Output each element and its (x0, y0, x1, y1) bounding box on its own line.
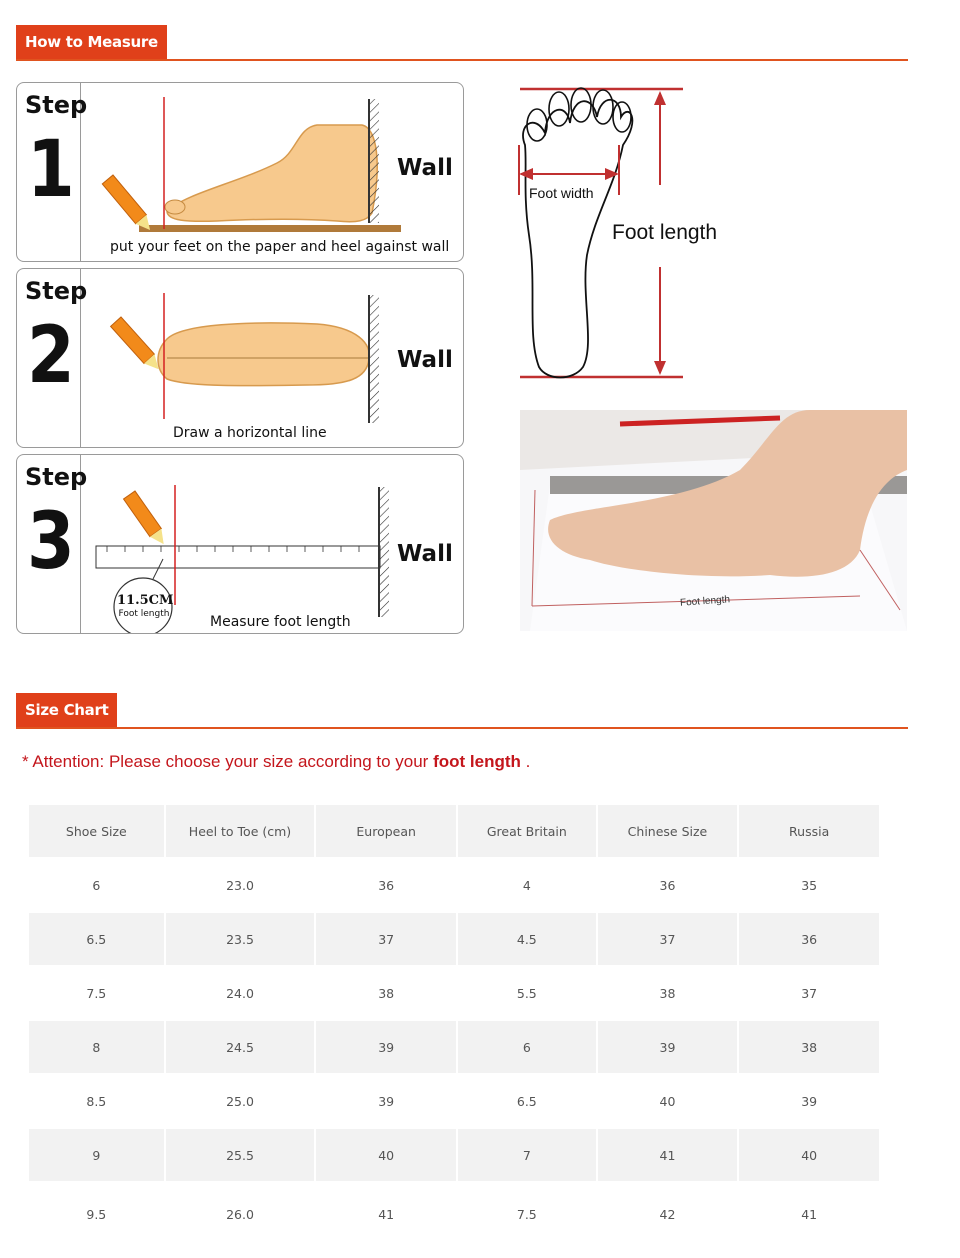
table-row (29, 913, 879, 965)
photo-foot-length-label: Foot length (679, 594, 731, 609)
foot-length-badge-label: Foot length (118, 609, 170, 619)
column-header-heel-to-toe: Heel to Toe (cm) (166, 805, 315, 857)
table-cell: 40 (659, 1093, 676, 1109)
step-2-caption: Draw a horizontal line (173, 425, 327, 441)
step-2-card (16, 268, 464, 448)
attention-suffix: . (520, 752, 531, 771)
table-cell: 40 (739, 1129, 879, 1181)
step-1-word: Step (25, 91, 88, 119)
table-cell: 35 (801, 877, 818, 893)
step-3-wall-label: Wall (397, 541, 453, 567)
table-cell: 6.5 (516, 1093, 537, 1109)
table-cell: 41 (801, 1206, 818, 1222)
table-row (29, 1075, 879, 1127)
table-cell: 37 (801, 985, 818, 1001)
table-cell: 41 (378, 1206, 395, 1222)
table-cell: 39 (378, 1093, 395, 1109)
attention-prefix: * Attention: Please choose your size according to your (22, 752, 434, 771)
column-header-great-britain: Great Britain (458, 805, 596, 857)
step-2-word: Step (25, 277, 88, 305)
table-cell: 9.5 (86, 1206, 107, 1222)
table-row (29, 859, 879, 911)
table-cell: 5.5 (516, 985, 537, 1001)
column-header-european: European (316, 805, 456, 857)
step-2-wall-label: Wall (397, 347, 453, 373)
table-cell: 40 (316, 1129, 456, 1181)
column-header-chinese-size: Chinese Size (598, 805, 738, 857)
table-cell: 36 (378, 877, 395, 893)
table-cell: 8.5 (86, 1093, 107, 1109)
table-cell: 41 (598, 1129, 738, 1181)
attention-emphasis: foot length (433, 752, 521, 771)
table-cell: 25.0 (226, 1093, 254, 1109)
table-cell: 7.5 (86, 985, 107, 1001)
step-3-number: 3 (27, 497, 75, 587)
table-row (29, 1021, 879, 1073)
step-1-number: 1 (27, 125, 75, 215)
table-row (29, 967, 879, 1019)
table-cell: 6 (458, 1021, 596, 1073)
column-header-shoe-size: Shoe Size (29, 805, 164, 857)
table-cell: 6 (92, 877, 101, 893)
table-row (29, 1183, 879, 1245)
table-cell: 42 (659, 1206, 676, 1222)
table-cell: 26.0 (226, 1206, 254, 1222)
step-2-number: 2 (27, 311, 75, 401)
table-cell: 9 (29, 1129, 164, 1181)
table-cell: 24.0 (226, 985, 254, 1001)
table-cell: 4 (522, 877, 531, 893)
table-cell: 39 (801, 1093, 818, 1109)
table-cell: 7 (458, 1129, 596, 1181)
table-cell: 39 (598, 1021, 738, 1073)
table-cell: 39 (316, 1021, 456, 1073)
how-to-measure-header (16, 25, 908, 61)
table-cell: 4.5 (458, 913, 596, 965)
table-cell: 38 (378, 985, 395, 1001)
step-1-caption: put your feet on the paper and heel against wall (110, 239, 450, 255)
table-cell: 38 (739, 1021, 879, 1073)
step-3-word: Step (25, 463, 88, 491)
table-cell: 7.5 (516, 1206, 537, 1222)
table-cell: 37 (598, 913, 738, 965)
foot-measure-photo (520, 410, 907, 631)
size-chart-header (16, 693, 908, 729)
table-cell: 24.5 (166, 1021, 315, 1073)
table-cell: 37 (316, 913, 456, 965)
foot-length-diagram-label: Foot length (612, 221, 718, 244)
step-1-card (16, 82, 464, 262)
foot-width-label: Foot width (529, 185, 594, 201)
table-cell: 23.0 (226, 877, 254, 893)
table-cell: 25.5 (166, 1129, 315, 1181)
how-to-measure-title: How to Measure (16, 25, 167, 59)
attention-note (22, 752, 530, 772)
table-header-row (29, 805, 879, 857)
size-chart-table (27, 805, 881, 1245)
table-cell: 36 (659, 877, 676, 893)
step-1-wall-label: Wall (397, 155, 453, 181)
table-cell: 23.5 (166, 913, 315, 965)
foot-length-badge-value: 11.5CM (117, 593, 174, 608)
table-row (29, 1129, 879, 1181)
table-cell: 38 (659, 985, 676, 1001)
column-header-russia: Russia (739, 805, 879, 857)
size-chart-title: Size Chart (16, 693, 117, 727)
step-3-caption: Measure foot length (210, 614, 351, 630)
table-cell: 36 (739, 913, 879, 965)
step-3-card (16, 454, 464, 634)
table-cell: 8 (29, 1021, 164, 1073)
table-cell: 6.5 (29, 913, 164, 965)
